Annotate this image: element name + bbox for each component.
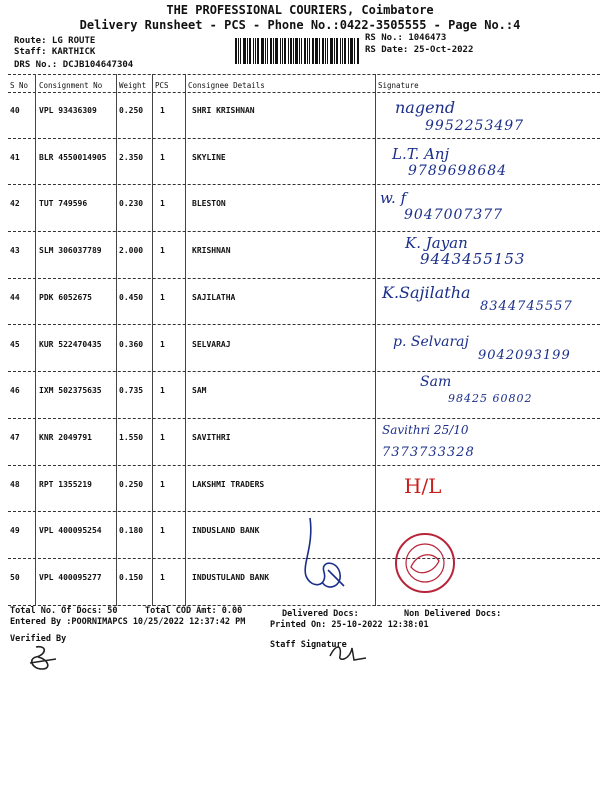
table-row [0, 185, 600, 231]
handwritten-phone-number: 9047007377 [404, 207, 504, 224]
barcode-bar [354, 38, 355, 64]
row-weight: 0.150 [119, 573, 144, 582]
barcode-bar [238, 38, 239, 64]
barcode-bar [315, 38, 318, 64]
barcode-bar [293, 38, 294, 64]
row-weight: 0.230 [119, 199, 144, 209]
table-row [0, 559, 600, 605]
row-weight: 0.180 [119, 526, 144, 536]
row-pcs: 1 [160, 199, 165, 209]
row-pcs: 1 [160, 573, 165, 582]
handwritten-signature: Savithri 25/10 [382, 422, 469, 437]
barcode-bar [340, 38, 341, 64]
row-consignment-no: BLR 4550014905 [39, 152, 107, 162]
row-consignment-no: RPT 1355219 [39, 479, 92, 489]
barcode-bar [295, 38, 298, 64]
table-row [0, 139, 600, 185]
row-consignment-no: PDK 6052675 [39, 292, 92, 302]
company-title: THE PROFESSIONAL COURIERS, Coimbatore [166, 3, 434, 17]
row-sno: 40 [10, 106, 20, 115]
barcode-bar [330, 38, 333, 64]
table-row [0, 279, 600, 325]
table-row [0, 232, 600, 278]
barcode-bar [344, 38, 346, 64]
row-weight: 0.360 [119, 339, 144, 349]
row-sno: 42 [10, 199, 20, 209]
barcode-bar [280, 38, 281, 64]
row-consignee: SHRI KRISHNAN [192, 106, 255, 115]
row-consignment-no: KNR 2049791 [39, 432, 92, 442]
row-consignee: INDUSTULAND BANK [192, 573, 270, 582]
barcode-bar [265, 38, 266, 64]
row-pcs: 1 [160, 526, 165, 536]
total-docs: Total No. Of Docs: 50 [10, 606, 118, 616]
barcode-bar [319, 38, 320, 64]
barcode-bar [284, 38, 286, 64]
barcode-bar [253, 38, 254, 64]
staff: Staff: KARTHICK [14, 47, 96, 57]
barcode-bar [334, 38, 335, 64]
row-consignee: LAKSHMI TRADERS [192, 479, 265, 489]
handwritten-phone-number: 98425 60802 [448, 392, 533, 406]
barcode-bar [257, 38, 259, 64]
row-consignee: SKYLINE [192, 152, 226, 162]
handwritten-signature: w. f [380, 189, 407, 208]
handwritten-signature: Sam [420, 374, 452, 391]
row-weight: 1.550 [119, 432, 144, 442]
handwritten-phone-number: 9443455153 [420, 250, 526, 269]
row-consignee: SAM [192, 386, 207, 396]
row-weight: 0.735 [119, 386, 144, 396]
row-consignment-no: VPL 400095254 [39, 526, 102, 536]
handwritten-phone-number: 8344745557 [480, 298, 573, 314]
total-cod: Total COD Amt: 0.00 [145, 606, 243, 616]
barcode-bar [275, 38, 278, 64]
barcode-bar [243, 38, 246, 64]
handwritten-phone-number: 7373733328 [382, 444, 475, 460]
barcode-bar [301, 38, 302, 64]
row-consignment-no: KUR 522470435 [39, 339, 102, 349]
handwritten-phone-number: 9042093199 [478, 347, 571, 363]
handwritten-phone-number: 9789698684 [408, 162, 508, 179]
barcode-bar [307, 38, 308, 64]
col-header-signature: Signature [378, 81, 419, 90]
barcode-bar [312, 38, 314, 64]
row-sno: 41 [10, 152, 20, 162]
row-pcs: 1 [160, 386, 165, 396]
barcode-bar [247, 38, 248, 64]
barcode-bar [350, 38, 353, 64]
barcode [235, 38, 360, 64]
verified-by-label: Verified By [10, 634, 67, 644]
table-row [0, 326, 600, 372]
barcode-bar [357, 38, 359, 64]
staff-signature-scribble [326, 640, 372, 664]
barcode-bar [290, 38, 292, 64]
table-row [0, 419, 600, 465]
handwritten-phone-number: 9952253497 [425, 118, 525, 134]
barcode-bar [342, 38, 343, 64]
barcode-bar [336, 38, 338, 64]
row-consignment-no: IXM 502375635 [39, 386, 102, 396]
route: Route: LG ROUTE [14, 36, 96, 46]
handwritten-signature: p. Selvaraj [393, 333, 469, 350]
row-pcs: 1 [160, 246, 165, 256]
barcode-bar [273, 38, 274, 64]
col-header-weight: Weight [119, 81, 147, 90]
table-row [0, 372, 600, 418]
barcode-bar [325, 38, 326, 64]
row-consignee: SELVARAJ [192, 339, 231, 349]
row-consignment-no: VPL 93436309 [39, 106, 97, 115]
row-pcs: 1 [160, 339, 165, 349]
row-consignee: SAVITHRI [192, 432, 231, 442]
row-sno: 47 [10, 432, 20, 442]
table-row [0, 512, 600, 558]
row-pcs: 1 [160, 292, 165, 302]
row-consignee: SAJILATHA [192, 292, 236, 302]
row-sno: 45 [10, 339, 20, 349]
row-sno: 46 [10, 386, 20, 396]
rs-date: RS Date: 25-Oct-2022 [365, 45, 474, 55]
row-sno: 43 [10, 246, 20, 256]
verified-signature-scribble [26, 643, 66, 673]
barcode-bar [299, 38, 300, 64]
row-consignee: KRISHNAN [192, 246, 231, 256]
barcode-bar [288, 38, 289, 64]
row-sno: 49 [10, 526, 20, 536]
bank-seal-stamp [393, 531, 457, 595]
row-pcs: 1 [160, 106, 165, 115]
barcode-bar [348, 38, 349, 64]
barcode-bar [322, 38, 324, 64]
row-sno: 44 [10, 292, 20, 302]
rs-number: RS No.: 1046473 [365, 33, 447, 43]
row-pcs: 1 [160, 479, 165, 489]
row-weight: 2.350 [119, 152, 144, 162]
barcode-bar [327, 38, 328, 64]
barcode-bar [270, 38, 272, 64]
row-consignment-no: VPL 400095277 [39, 573, 102, 582]
printed-on: Printed On: 25-10-2022 12:38:01 [270, 620, 429, 630]
row-sno: 50 [10, 573, 20, 582]
handwritten-signature: H/L [404, 473, 442, 498]
row-consignment-no: SLM 306037789 [39, 246, 102, 256]
row-weight: 0.250 [119, 479, 144, 489]
row-weight: 0.450 [119, 292, 144, 302]
row-sno: 48 [10, 479, 20, 489]
runsheet-title: Delivery Runsheet - PCS - Phone No.:0422-3505555 - Page No.:4 [79, 18, 521, 32]
barcode-bar [309, 38, 310, 64]
barcode-bar [267, 38, 268, 64]
handwritten-signature: K.Sajilatha [382, 282, 471, 302]
col-header-consignment: Consignment No [39, 81, 103, 90]
table-row [0, 466, 600, 512]
non-delivered-docs: Non Delivered Docs: [404, 609, 502, 619]
row-consignee: INDUSLAND BANK [192, 526, 260, 536]
col-header-sno: S No [10, 81, 29, 90]
row-consignment-no: TUT 749596 [39, 199, 88, 209]
barcode-bar [235, 38, 237, 64]
barcode-bar [282, 38, 283, 64]
row-weight: 0.250 [119, 106, 144, 115]
col-header-consignee: Consignee Details [188, 81, 265, 90]
table-top-rule [8, 74, 600, 75]
row-consignee: BLESTON [192, 199, 226, 209]
barcode-bar [249, 38, 251, 64]
col-header-pcs: PCS [155, 81, 169, 90]
handwritten-signature: L.T. Anj [392, 144, 450, 163]
staff-signature-label: Staff Signature [270, 640, 347, 650]
row-pcs: 1 [160, 432, 165, 442]
row-pcs: 1 [160, 152, 165, 162]
barcode-bar [240, 38, 241, 64]
barcode-bar [261, 38, 264, 64]
handwritten-signature: nagend [395, 98, 456, 117]
barcode-bar [255, 38, 256, 64]
entered-by: Entered By :POORNIMAPCS 10/25/2022 12:37:42 PM [10, 617, 246, 627]
handwritten-signature: K. Jayan [405, 234, 468, 253]
table-row [0, 92, 600, 138]
row-weight: 2.000 [119, 246, 144, 256]
delivered-docs: Delivered Docs: [282, 609, 359, 619]
drs-number: DRS No.: DCJB104647304 [14, 60, 134, 70]
barcode-bar [304, 38, 306, 64]
